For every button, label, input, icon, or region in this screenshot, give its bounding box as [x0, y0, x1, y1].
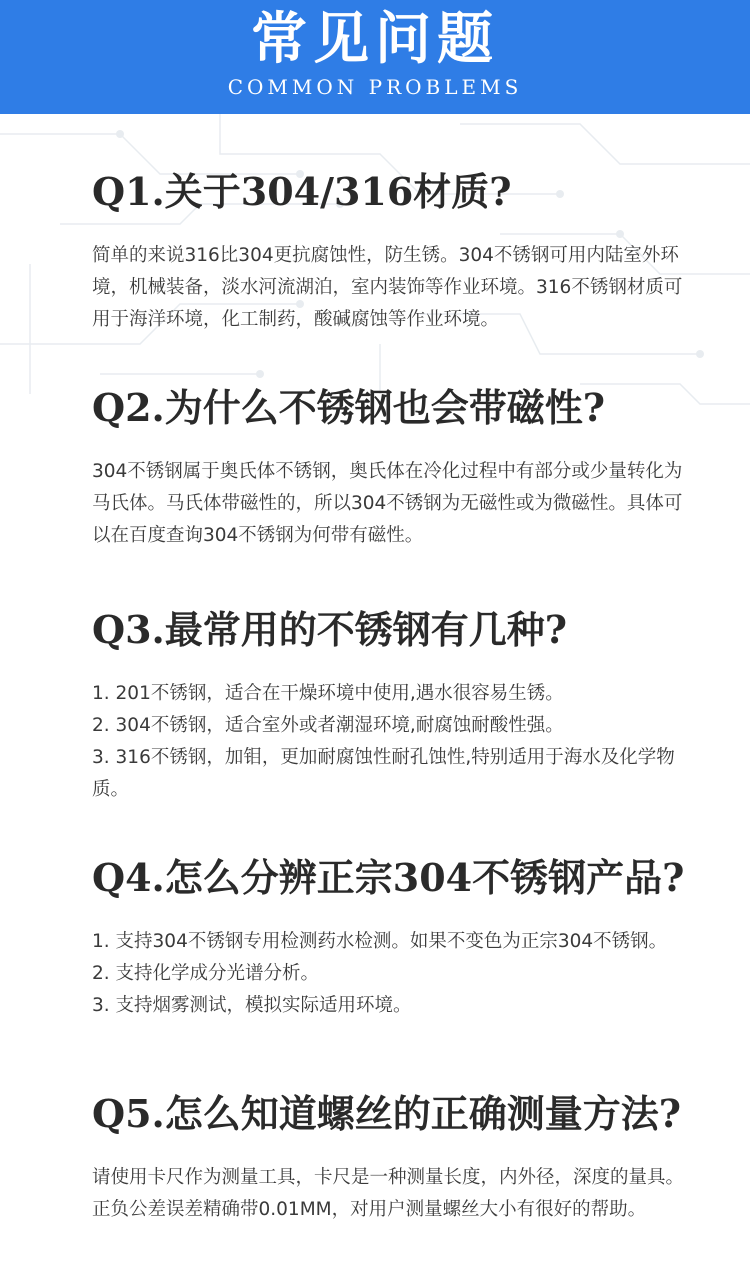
faq-item-5 [92, 1090, 692, 1226]
answer-3-line-3: 3. 316不锈钢，加钼，更加耐腐蚀性耐孔蚀性,特别适用于海水及化学物质。 [92, 747, 675, 800]
question-3: Q3.最常用的不锈钢有几种? [92, 607, 568, 652]
answer-1-line: 简单的来说316比304更抗腐蚀性，防生锈。304不锈钢可用内陆室外环境，机械装备，淡水河流湖泊，室内装饰等作业环境。316不锈钢材质可用于海洋环境，化工制药，酸碱腐蚀等作业环境。 [92, 245, 683, 330]
answer-5 [92, 1162, 692, 1226]
question-1: Q1.关于304/316材质? [92, 169, 512, 214]
answer-2-line: 304不锈钢属于奥氏体不锈钢，奥氏体在冷化过程中有部分或少量转化为马氏体。马氏体带磁性的，所以304不锈钢为无磁性或为微磁性。具体可以在百度查询304不锈钢为何带有磁性。 [92, 461, 683, 546]
header-title: 常见问题 [251, 7, 499, 72]
answer-2 [92, 456, 692, 552]
answer-5-line: 请使用卡尺作为测量工具，卡尺是一种测量长度，内外径，深度的量具。正负公差误差精确带0.01MM，对用户测量螺丝大小有很好的帮助。 [92, 1167, 685, 1220]
question-4: Q4.怎么分辨正宗304不锈钢产品? [92, 855, 685, 900]
faq-item-1 [92, 168, 692, 336]
faq-item-2 [92, 384, 692, 552]
answer-3-line-1: 1. 201不锈钢，适合在干燥环境中使用,遇水很容易生锈。 [92, 683, 564, 704]
answer-4-line-3: 3. 支持烟雾测试，模拟实际适用环境。 [92, 995, 412, 1016]
answer-4-line-1: 1. 支持304不锈钢专用检测药水检测。如果不变色为正宗304不锈钢。 [92, 931, 668, 952]
faq-item-3 [92, 606, 692, 806]
answer-4-line-2: 2. 支持化学成分光谱分析。 [92, 963, 320, 984]
page-header [0, 0, 750, 114]
answer-1 [92, 240, 692, 336]
question-5: Q5.怎么知道螺丝的正确测量方法? [92, 1091, 682, 1136]
faq-item-4 [92, 854, 692, 1022]
header-subtitle: COMMON PROBLEMS [227, 75, 523, 99]
answer-3-line-2: 2. 304不锈钢，适合室外或者潮湿环境,耐腐蚀耐酸性强。 [92, 715, 564, 736]
answer-4 [92, 926, 692, 1022]
answer-3 [92, 678, 692, 806]
question-2: Q2.为什么不锈钢也会带磁性? [92, 385, 606, 430]
